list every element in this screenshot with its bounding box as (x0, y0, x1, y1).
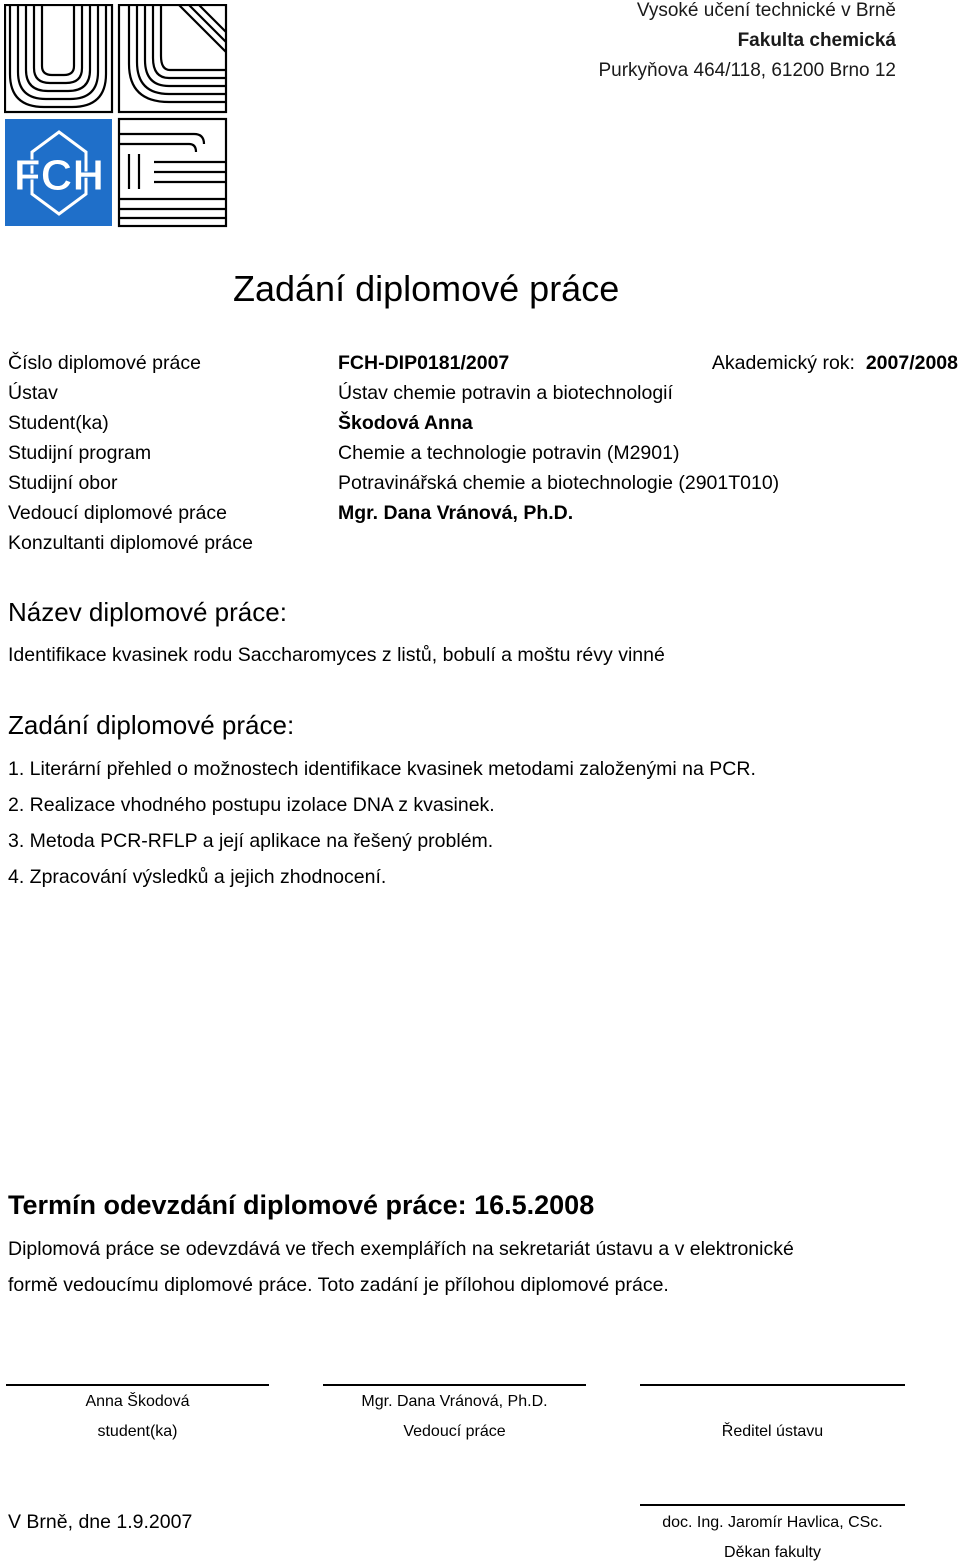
deadline-note-line1: Diplomová práce se odevzdává ve třech exemplářích na sekretariát ústavu a v elektronické (8, 1238, 794, 1260)
assignment-item: 1. Literární přehled o možnostech identifikace kvasinek metodami založenými na PCR. (8, 758, 756, 780)
student-role: student(ka) (97, 1423, 178, 1440)
dean-name: doc. Ing. Jaromír Havlica, CSc. (662, 1514, 883, 1531)
program-value: Chemie a technologie potravin (M2901) (338, 442, 680, 464)
consultants-label: Konzultanti diplomové práce (8, 532, 253, 554)
institute-value: Ústav chemie potravin a biotechnologií (338, 382, 673, 404)
deadline-heading: Termín odevzdání diplomové práce: 16.5.2008 (8, 1190, 595, 1220)
faculty-name: Fakulta chemická (737, 30, 896, 51)
director-role: Ředitel ústavu (721, 1423, 824, 1440)
faculty-address: Purkyňova 464/118, 61200 Brno 12 (598, 60, 896, 81)
info-row-consultants (8, 532, 958, 562)
year-label: Akademický rok: (711, 352, 855, 374)
info-row-field (8, 472, 958, 502)
student-label: Student(ka) (8, 412, 109, 434)
assignment-item: 4. Zpracování výsledků a jejich zhodnocení. (8, 866, 387, 888)
assignment-item: 3. Metoda PCR-RFLP a její aplikace na řešený problém. (8, 830, 494, 852)
assignment-item: 2. Realizace vhodného postupu izolace DNA z kvasinek. (8, 794, 495, 816)
university-name: Vysoké učení technické v Brně (636, 0, 896, 21)
field-label: Studijní obor (8, 472, 118, 494)
info-row-number (8, 352, 958, 382)
year-value: 2007/2008 (865, 352, 958, 374)
student-signature-name: Anna Škodová (85, 1393, 190, 1410)
assignment-heading: Zadání diplomové práce: (8, 710, 295, 740)
document-title: Zadání diplomové práce (233, 268, 620, 309)
field-value: Potravinářská chemie a biotechnologie (2901T010) (338, 472, 780, 494)
dean-role: Děkan fakulty (724, 1544, 821, 1561)
thesis-title-heading: Název diplomové práce: (8, 597, 287, 627)
academic-year (712, 352, 958, 375)
thesis-title: Identifikace kvasinek rodu Saccharomyces z listů, bobulí a moštu révy vinné (8, 644, 665, 666)
deadline-note-line2: formě vedoucímu diplomové práce. Toto zadání je přílohou diplomové práce. (8, 1274, 669, 1296)
signature-line-supervisor (323, 1384, 586, 1386)
info-row-institute (8, 382, 958, 412)
signature-line-dean (640, 1504, 905, 1506)
supervisor-label: Vedoucí diplomové práce (8, 502, 227, 524)
signature-line-student (6, 1384, 269, 1386)
info-row-program (8, 442, 958, 472)
info-row-student (8, 412, 958, 442)
info-row-supervisor (8, 502, 958, 532)
institute-label: Ústav (8, 382, 58, 404)
program-label: Studijní program (8, 442, 152, 464)
faculty-logo (4, 4, 230, 230)
supervisor-signature-name: Mgr. Dana Vránová, Ph.D. (361, 1393, 548, 1410)
student-value: Škodová Anna (338, 412, 473, 434)
number-value: FCH-DIP0181/2007 (338, 352, 510, 374)
number-label: Číslo diplomové práce (8, 352, 201, 374)
logo-text: FCH (13, 151, 105, 200)
supervisor-value: Mgr. Dana Vránová, Ph.D. (338, 502, 574, 524)
signature-line-director (640, 1384, 905, 1386)
place-date: V Brně, dne 1.9.2007 (8, 1511, 193, 1533)
supervisor-role: Vedoucí práce (403, 1423, 506, 1440)
